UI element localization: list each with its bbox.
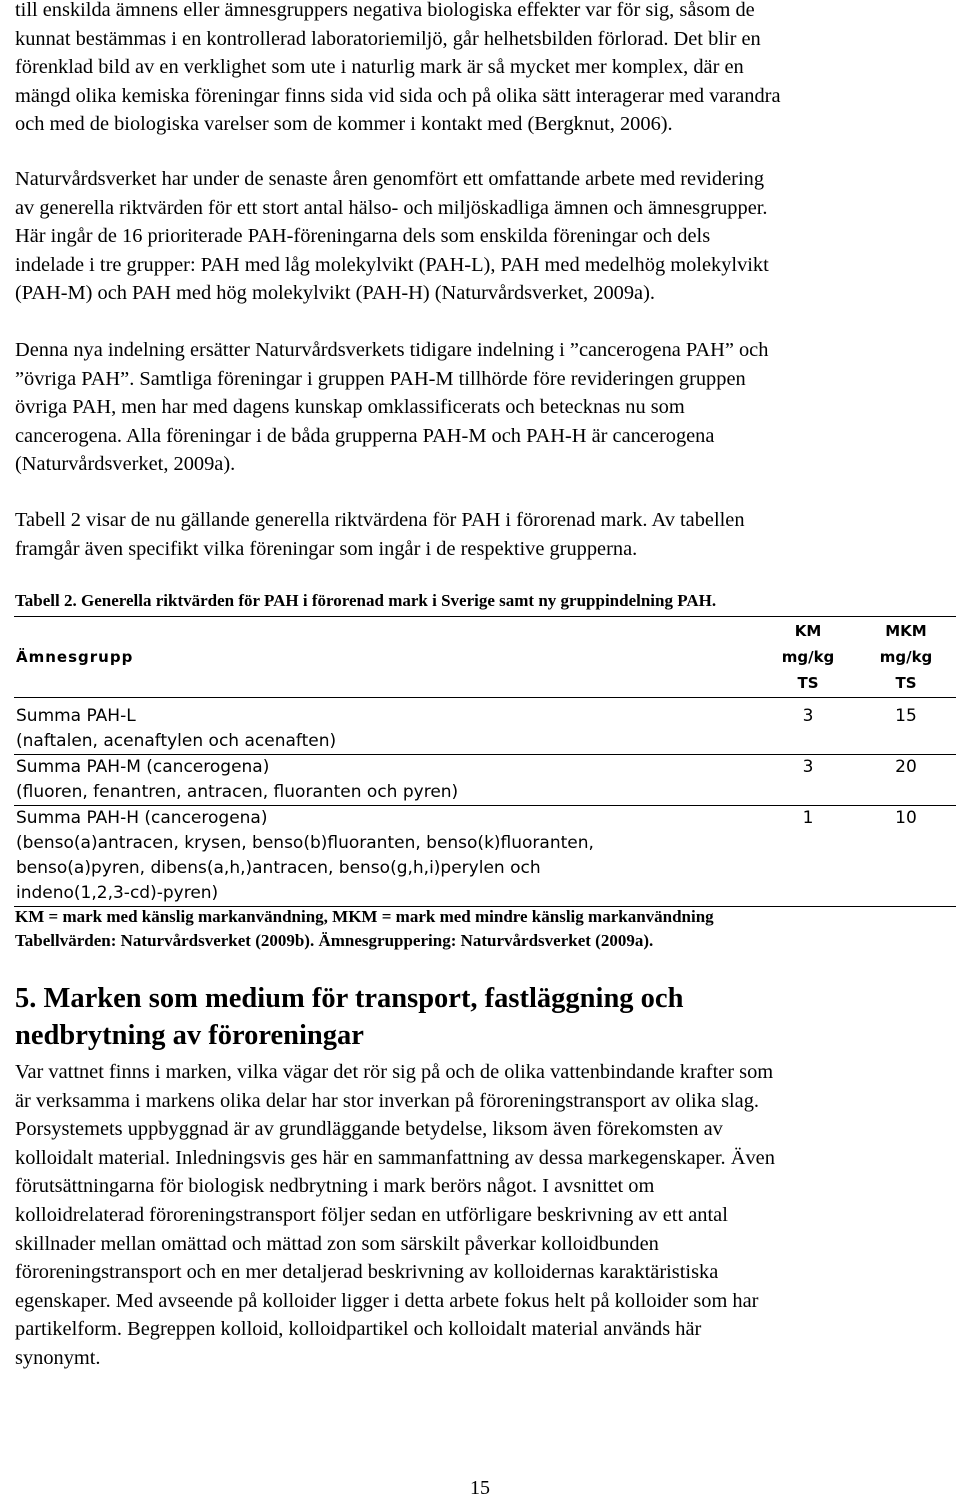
header-mkm-basis: TS xyxy=(895,674,917,692)
group-members: (naftalen, acenaftylen och acenaften) xyxy=(16,731,337,751)
text-line: partikelform. Begreppen kolloid, kolloidpartikel och kolloidalt material används här xyxy=(15,1318,702,1341)
text-line: (Naturvårdsverket, 2009a). xyxy=(15,453,236,476)
header-km-basis: TS xyxy=(797,674,819,692)
text-line: förutsättningarna för biologisk nedbrytning i mark berörs något. I avsnittet om xyxy=(15,1175,655,1198)
text-line: egenskaper. Med avseende på kolloider ligger i detta arbete fokus helt på kolloider som har xyxy=(15,1289,759,1312)
group-cell xyxy=(14,698,760,755)
group-name: Summa PAH-L xyxy=(16,706,136,726)
text-line: Var vattnet finns i marken, vilka vägar det rör sig på och de olika vattenbindande krafter som xyxy=(15,1061,774,1083)
header-amnesgrupp: Ämnesgrupp xyxy=(14,617,760,698)
table-row xyxy=(14,806,956,907)
km-value: 1 xyxy=(760,806,856,907)
text-line: Här ingår de 16 prioriterade PAH-föreningarna dels som enskilda föreningar och dels xyxy=(15,225,711,248)
text-line: föroreningstransport och en mer detaljerad beskrivning av kolloidernas karaktäristiska xyxy=(15,1261,719,1284)
km-value: 3 xyxy=(760,698,856,755)
table-caption: Tabell 2. Generella riktvärden för PAH i förorenad mark i Sverige samt ny gruppindelning PAH. xyxy=(15,591,717,610)
header-mkm xyxy=(856,617,956,698)
group-cell xyxy=(14,806,760,907)
text-line: och med de biologiska varelser som de kommer i kontakt med (Bergknut, 2006). xyxy=(15,113,673,136)
header-mkm-unit: mg/kg xyxy=(879,648,933,666)
section-heading xyxy=(15,980,683,1054)
text-line: Porsystemets uppbyggnad är av grundläggande betydelse, liksom även förekomsten av xyxy=(15,1118,723,1141)
group-name: Summa PAH-M (cancerogena) xyxy=(16,757,270,777)
text-line: kunnat bestämmas i en kontrollerad laboratoriemiljö, går helhetsbilden förlorad. Det blir en xyxy=(15,27,761,50)
text-line: indelade i tre grupper: PAH med låg molekylvikt (PAH-L), PAH med medelhög molekylvikt xyxy=(15,253,769,276)
mkm-value: 20 xyxy=(856,755,956,806)
paragraph-tabell-intro xyxy=(15,506,945,563)
page-number: 15 xyxy=(470,1477,490,1499)
group-members: (fluoren, fenantren, antracen, fluoranten och pyren) xyxy=(16,782,459,802)
text-line: övriga PAH, men har med dagens kunskap omklassificerats och betecknas nu som xyxy=(15,396,685,419)
text-line: Naturvårdsverket har under de senaste åren genomfört ett omfattande arbete med revidering xyxy=(15,168,765,190)
text-line: ”övriga PAH”. Samtliga föreningar i gruppen PAH-M tillhörde före revideringen gruppen xyxy=(15,367,746,390)
text-line: kolloidrelaterad föroreningstransport följer sedan en utförligare beskrivning av ett antal xyxy=(15,1203,728,1226)
header-km-label: KM xyxy=(794,622,822,640)
group-members: indeno(1,2,3-cd)-pyren) xyxy=(16,883,219,903)
km-value: 3 xyxy=(760,755,856,806)
group-name: Summa PAH-H (cancerogena) xyxy=(16,808,268,828)
paragraph-section-body xyxy=(15,1058,945,1373)
text-line: synonymt. xyxy=(15,1346,101,1369)
paragraph-indelning xyxy=(15,336,945,479)
text-line: till enskilda ämnens eller ämnesgruppers negativa biologiska effekter var för sig, såsom de xyxy=(15,0,755,21)
mkm-value: 15 xyxy=(856,698,956,755)
text-line: (PAH-M) och PAH med hög molekylvikt (PAH-H) (Naturvårdsverket, 2009a). xyxy=(15,282,655,305)
section-heading-line: 5. Marken som medium för transport, fastläggning och xyxy=(15,983,684,1014)
table-header-row xyxy=(14,617,956,698)
table-footnote-sources: Tabellvärden: Naturvårdsverket (2009b). Ämnesgruppering: Naturvårdsverket (2009a). xyxy=(15,931,654,950)
header-mkm-label: MKM xyxy=(885,622,927,640)
table-row xyxy=(14,755,956,806)
text-line: förenklad bild av en verklighet som ute i naturlig mark är så mycket mer komplex, där en xyxy=(15,56,744,79)
table-footnote-abbreviations: KM = mark med känslig markanvändning, MKM = mark med mindre känslig markanvändning xyxy=(15,907,714,926)
text-line: kolloidalt material. Inledningsvis ges här en sammanfattning av dessa markegenskaper. Även xyxy=(15,1146,775,1169)
mkm-value: 10 xyxy=(856,806,956,907)
text-line: Tabell 2 visar de nu gällande generella riktvärdena för PAH i förorenad mark. Av tabellen xyxy=(15,509,745,531)
text-line: framgår även specifikt vilka föreningar som ingår i de respektive grupperna. xyxy=(15,537,638,560)
table-row xyxy=(14,698,956,755)
group-members: benso(a)pyren, dibens(a,h,)antracen, benso(g,h,i)perylen och xyxy=(16,858,541,878)
group-members: (benso(a)antracen, krysen, benso(b)fluoranten, benso(k)fluoranten, xyxy=(16,833,594,853)
paragraph-naturvardsverket xyxy=(15,165,945,308)
paragraph-intro xyxy=(15,0,945,139)
header-km xyxy=(760,617,856,698)
text-line: mängd olika kemiska föreningar finns sida vid sida och på olika sätt interagerar med varandra xyxy=(15,84,781,107)
text-line: av generella riktvärden för ett stort antal hälso- och miljöskadliga ämnen och ämnesgrupper. xyxy=(15,196,768,219)
text-line: Denna nya indelning ersätter Naturvårdsverkets tidigare indelning i ”cancerogena PAH” och xyxy=(15,339,769,361)
section-heading-line: nedbrytning av föroreningar xyxy=(15,1020,364,1051)
text-line: cancerogena. Alla föreningar i de båda grupperna PAH-M och PAH-H är cancerogena xyxy=(15,424,715,447)
group-cell xyxy=(14,755,760,806)
text-line: skillnader mellan omättad och mättad zon som särskilt påverkar kolloidbunden xyxy=(15,1232,659,1255)
text-line: är verksamma i markens olika delar har stor inverkan på föroreningstransport av olika slag. xyxy=(15,1089,760,1112)
header-km-unit: mg/kg xyxy=(781,648,835,666)
pah-guideline-table xyxy=(14,616,956,907)
